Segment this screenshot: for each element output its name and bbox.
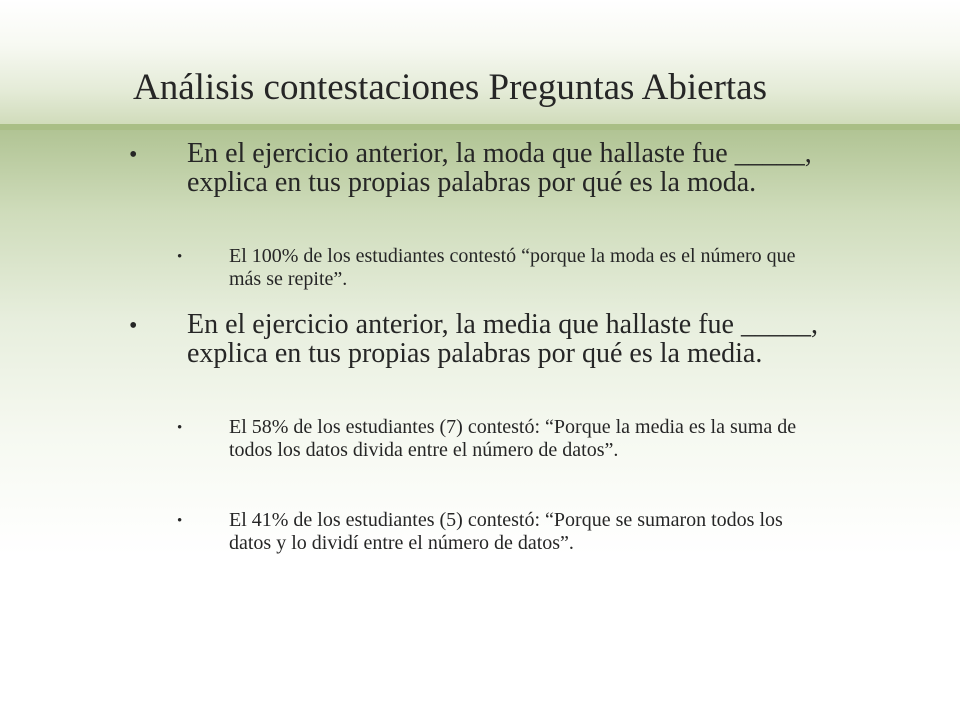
bullet-icon: • [129, 142, 138, 168]
sub-bullet-item-media-41: El 41% de los estudiantes (5) contestó: “Porque se sumaron todos los datos y lo dividí entre el número de datos”. [229, 509, 783, 554]
bullet-item-media: En el ejercicio anterior, la media que hallaste fue _____, explica en tus propias palabras por qué es la media. [187, 309, 818, 369]
sub-bullet-icon: • [177, 249, 183, 265]
slide-title: Análisis contestaciones Preguntas Abiertas [133, 67, 768, 108]
bullet-item-moda: En el ejercicio anterior, la moda que hallaste fue _____, explica en tus propias palabras por qué es la moda. [187, 138, 812, 198]
sub-bullet-icon: • [177, 420, 183, 436]
sub-bullet-item-media-58: El 58% de los estudiantes (7) contestó: “Porque la media es la suma de todos los datos divida entre el número de datos”. [229, 416, 797, 461]
sub-bullet-icon: • [177, 513, 183, 529]
sub-bullet-item-moda-100: El 100% de los estudiantes contestó “porque la moda es el número que más se repite”. [229, 245, 796, 290]
bullet-icon: • [129, 313, 138, 339]
